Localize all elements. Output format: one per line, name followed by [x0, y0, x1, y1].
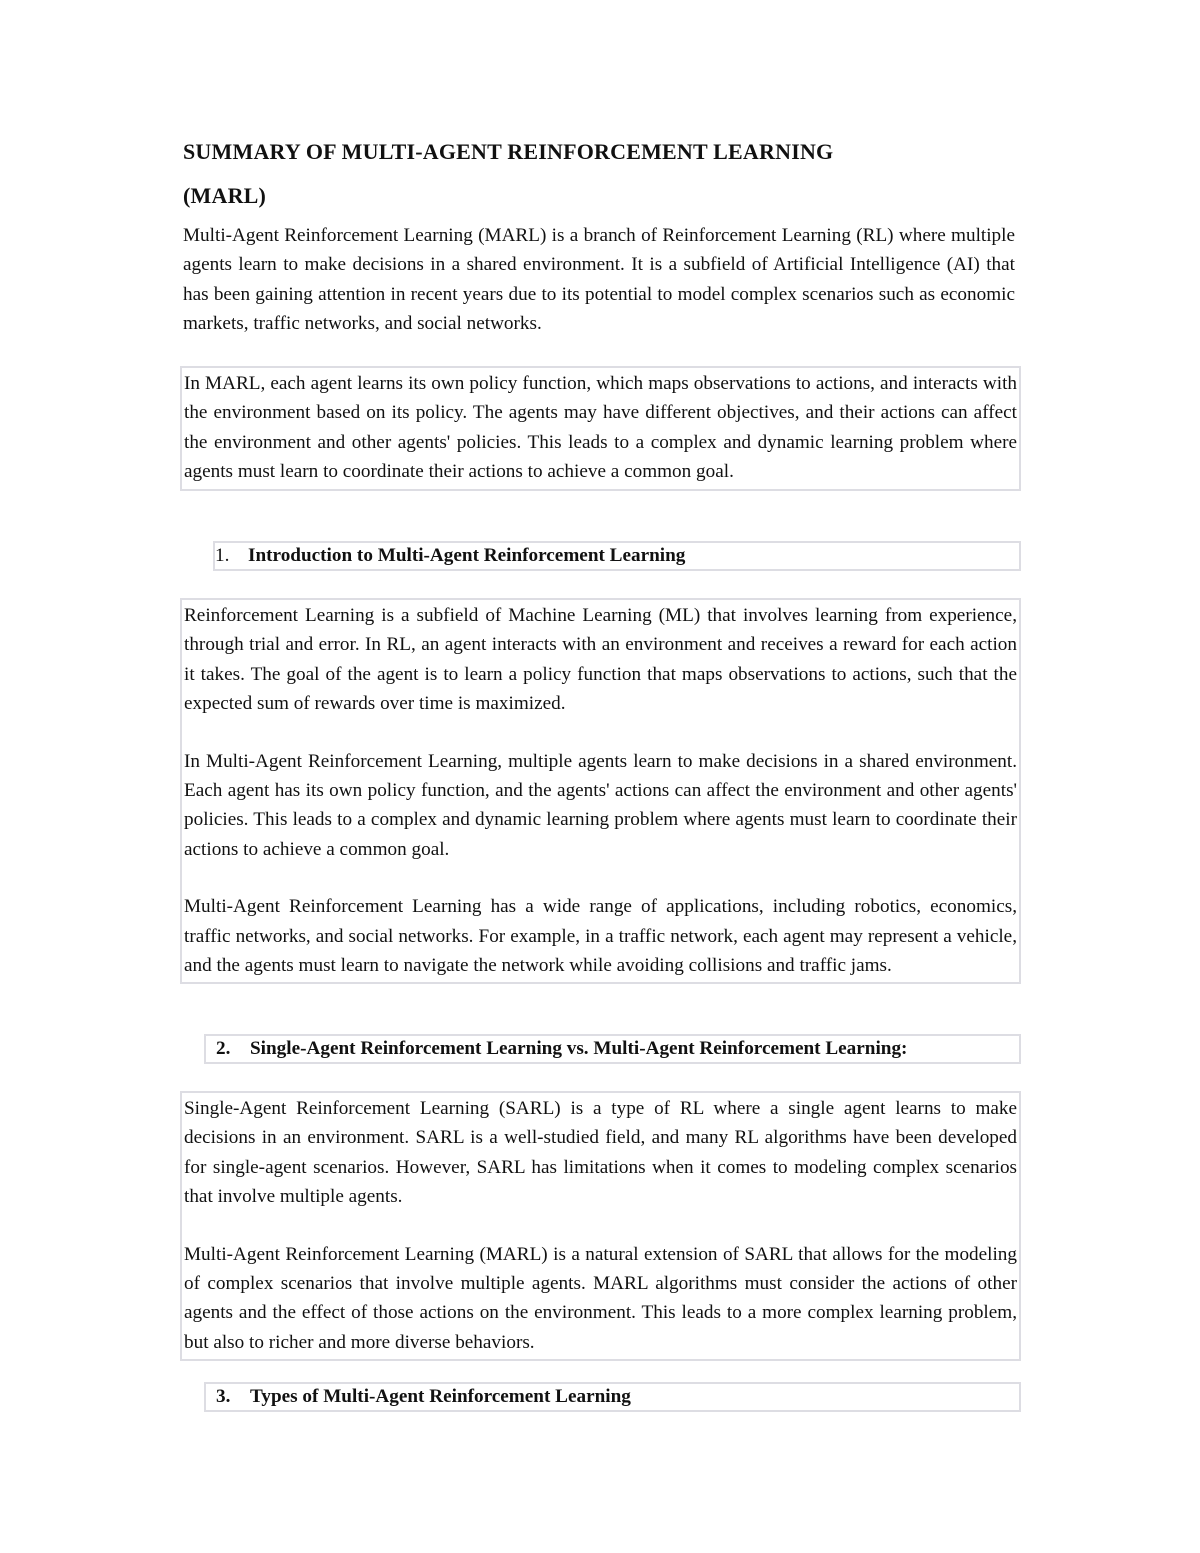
section-3-heading	[204, 1382, 1021, 1412]
section-3-number: 3.	[216, 1386, 231, 1407]
marl-overview-paragraph: In MARL, each agent learns its own policy function, which maps observations to actions, and interacts with the environment based on its policy. The agents may have different objectives, and their actions can affect the environment and other agents' policies. This leads to a complex and dynamic learning problem where agents must learn to coordinate their actions to achieve a common goal.	[184, 373, 1017, 483]
section-1-heading	[213, 541, 1021, 571]
document-title	[183, 130, 1023, 218]
section-1-paragraph-2: In Multi-Agent Reinforcement Learning, multiple agents learn to make decisions in a shared environment. Each agent has its own policy function, and the agents' actions can affect the environment and other agents' policies. This leads to a complex and dynamic learning problem where agents must learn to coordinate their actions to achieve a common goal.	[184, 750, 1017, 860]
section-2-body	[180, 1091, 1021, 1361]
section-2-paragraph-1: Single-Agent Reinforcement Learning (SARL) is a type of RL where a single agent learns to make decisions in an environment. SARL is a well-studied field, and many RL algorithms have been developed for single-agent scenarios. However, SARL has limitations when it comes to modeling complex scenarios that involve multiple agents.	[184, 1098, 1017, 1208]
section-2-title: Single-Agent Reinforcement Learning vs. Multi-Agent Reinforcement Learning:	[250, 1038, 908, 1059]
marl-overview-block	[180, 366, 1021, 491]
section-1-paragraph-3: Multi-Agent Reinforcement Learning has a wide range of applications, including robotics, economics, traffic networks, and social networks. For example, in a traffic network, each agent may represent a vehicle, and the agents must learn to navigate the network while avoiding collisions and traffic jams.	[184, 896, 1017, 977]
section-1-paragraph-1: Reinforcement Learning is a subfield of Machine Learning (ML) that involves learning from experience, through trial and error. In RL, an agent interacts with an environment and receives a reward for each action it takes. The goal of the agent is to learn a policy function that maps observations to actions, such that the expected sum of rewards over time is maximized.	[184, 605, 1017, 715]
section-2-heading	[204, 1034, 1021, 1064]
section-2-paragraph-2: Multi-Agent Reinforcement Learning (MARL) is a natural extension of SARL that allows for the modeling of complex scenarios that involve multiple agents. MARL algorithms must consider the actions of other agents and the effect of those actions on the environment. This leads to a more complex learning problem, but also to richer and more diverse behaviors.	[184, 1243, 1017, 1353]
intro-paragraph: Multi-Agent Reinforcement Learning (MARL) is a branch of Reinforcement Learning (RL) where multiple agents learn to make decisions in a shared environment. It is a subfield of Artificial Intelligence (AI) that has been gaining attention in recent years due to its potential to model complex scenarios such as economic markets, traffic networks, and social networks.	[183, 225, 1015, 335]
document-title-line-2: (MARL)	[183, 183, 267, 208]
section-2-number: 2.	[216, 1038, 231, 1059]
section-3-title: Types of Multi-Agent Reinforcement Learning	[250, 1386, 631, 1407]
section-1-body	[180, 598, 1021, 984]
section-1-title: Introduction to Multi-Agent Reinforcement Learning	[248, 545, 686, 566]
section-1-number: 1.	[215, 545, 230, 566]
document-title-line-1: SUMMARY OF MULTI-AGENT REINFORCEMENT LEARNING	[183, 139, 834, 164]
